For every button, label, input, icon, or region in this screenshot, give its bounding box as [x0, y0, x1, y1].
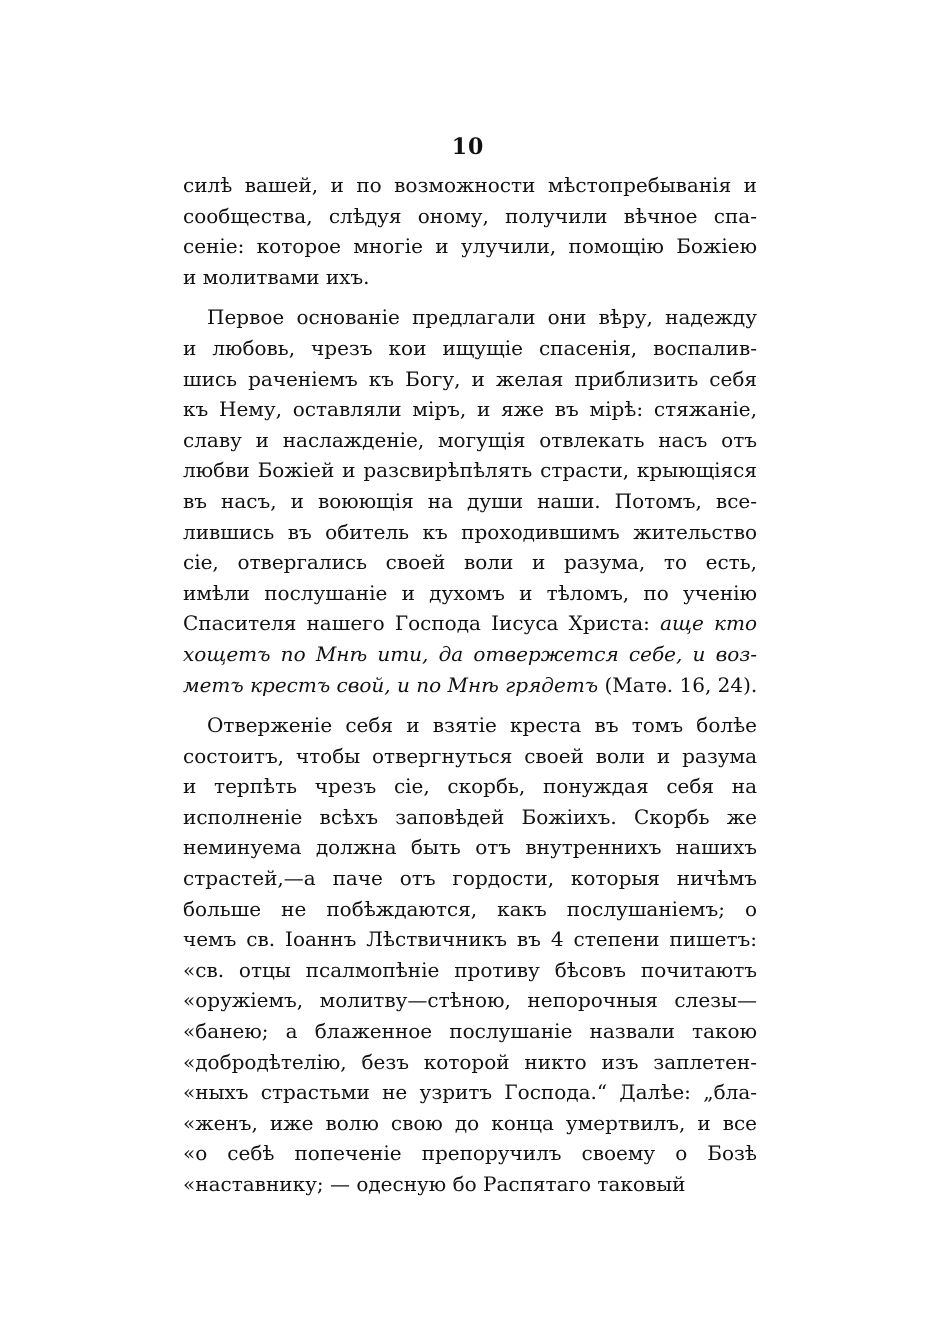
text-span: сообщества, слѣдуя оному, получили вѣчное спа- [183, 203, 757, 228]
text-line [183, 394, 757, 425]
text-span: «оружіемъ, молитву—стѣною, непорочныя слезы— [183, 988, 757, 1013]
text-line [183, 955, 757, 986]
text-line [183, 1077, 757, 1108]
body-text [183, 170, 757, 1200]
text-span: силѣ вашей, и по возможности мѣстопребыванія и [183, 173, 757, 197]
text-span: неминуема должна быть отъ внутреннихъ нашихъ [183, 835, 757, 860]
text-span: Отверженіе себя и взятіе креста въ томъ болѣе [207, 713, 757, 738]
text-span: и любовь, чрезъ кои ищущіе спасенія, воспалив- [183, 335, 757, 360]
text-span: шись раченіемъ къ Богу, и желая приблизить себя [183, 366, 757, 391]
text-span: и терпѣть чрезъ сіе, скорбь, понуждая себя на [183, 774, 757, 799]
text-line [183, 578, 757, 609]
italic-text: метъ крестъ свой, и по Мнѣ грядетъ [183, 672, 599, 697]
text-span: «св. отцы псалмопѣніе противу бѣсовъ почитаютъ [183, 957, 757, 982]
text-span: больше не побѣждаются, какъ послушаніемъ; о [183, 896, 757, 921]
text-span: «ныхъ страстьми не узритъ Господа.“ Далѣе: „бла- [183, 1080, 757, 1105]
text-line [183, 262, 757, 293]
text-line [183, 802, 757, 833]
text-line [183, 1138, 757, 1169]
page-number: 10 [451, 134, 485, 160]
text-line [183, 302, 757, 333]
text-span: «добродѣтелію, безъ которой никто изъ заплетен- [183, 1049, 757, 1074]
text-span: исполненіе всѣхъ заповѣдей Божіихъ. Скорбь же [183, 804, 757, 829]
text-span: къ Нему, оставляли міръ, и яже въ мірѣ: стяжаніе, [183, 397, 757, 422]
text-line [183, 741, 757, 772]
text-line [183, 670, 757, 701]
text-line [183, 486, 757, 517]
text-line [183, 639, 757, 670]
text-line [183, 863, 757, 894]
text-span: чемъ св. Іоаннъ Лѣствичникъ въ 4 степени пишетъ: [183, 927, 757, 952]
text-line [183, 710, 757, 741]
text-line [183, 1016, 757, 1047]
text-line [183, 924, 757, 955]
text-span: состоитъ, чтобы отвергнуться своей воли и разума [183, 743, 757, 768]
text-line [183, 608, 757, 639]
text-span: «наставнику; — одесную бо Распятаго таковый [183, 1172, 686, 1196]
text-line [183, 333, 757, 364]
text-line [183, 201, 757, 232]
text-span: (Матѳ. 16, 24). [598, 672, 758, 697]
text-line [183, 547, 757, 578]
text-span: имѣли послушаніе и духомъ и тѣломъ, по ученію [183, 580, 757, 605]
text-line [183, 425, 757, 456]
text-span: въ насъ, и воюющія на души наши. Потомъ, все- [183, 488, 757, 513]
text-line [183, 1169, 757, 1200]
text-line [183, 894, 757, 925]
text-span: «о себѣ попеченіе препоручилъ своему о Бозѣ [183, 1141, 757, 1166]
text-line [183, 231, 757, 262]
text-line [183, 832, 757, 863]
text-span: любви Божіей и разсвирѣпѣлять страсти, крыющіяся [183, 458, 757, 483]
text-span: «банею; а блаженное послушаніе назвали такою [183, 1019, 757, 1044]
text-line [183, 1047, 757, 1078]
text-span: и молитвами ихъ. [183, 264, 370, 289]
text-span: «женъ, иже волю свою до конца умертвилъ, и все [183, 1110, 757, 1135]
text-line [183, 1108, 757, 1139]
text-span: сеніе: которое многіе и улучили, помощію Божіею [183, 234, 757, 259]
text-span: сіе, отвергались своей воли и разума, то есть, [183, 550, 757, 575]
text-line [183, 771, 757, 802]
text-line [183, 364, 757, 395]
text-line [183, 455, 757, 486]
text-span: Спасителя нашего Господа Іисуса Христа: [183, 611, 661, 636]
text-span: лившись въ обитель къ проходившимъ жительство [183, 519, 757, 544]
italic-text: хощетъ по Мнѣ ити, да отвержется себе, и воз- [183, 641, 757, 666]
text-line [183, 517, 757, 548]
italic-text: аще кто [660, 611, 757, 636]
text-span: Первое основаніе предлагали они вѣру, надежду [207, 305, 757, 330]
text-span: страстей,—а паче отъ гордости, которыя ничѣмъ [183, 866, 757, 891]
text-line [183, 985, 757, 1016]
text-line [183, 170, 757, 201]
text-span: славу и наслажденіе, могущія отвлекать насъ отъ [183, 427, 757, 452]
